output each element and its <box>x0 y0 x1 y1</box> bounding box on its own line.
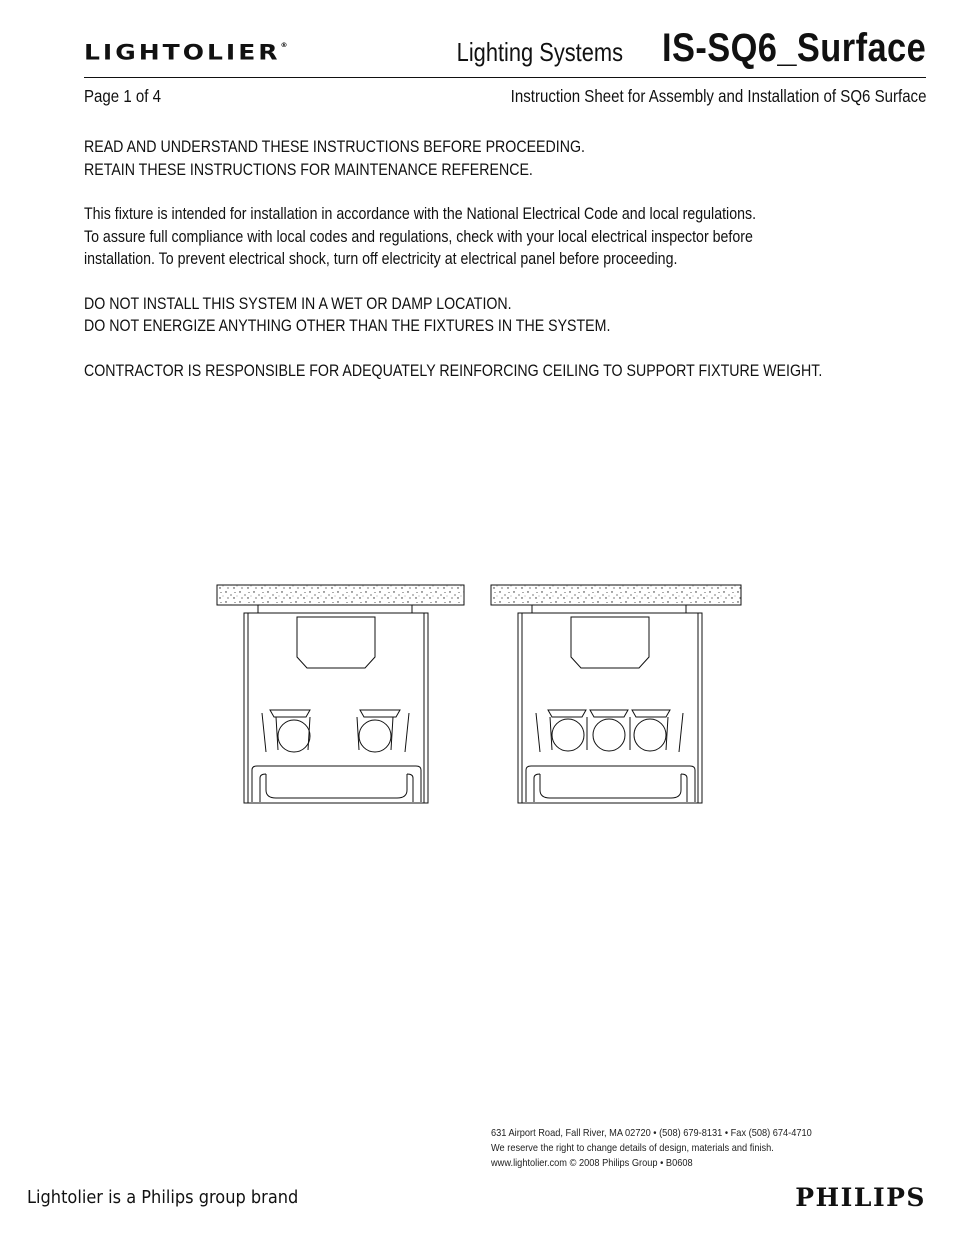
registered-mark: ® <box>280 41 288 49</box>
lamp <box>593 719 625 751</box>
text-line: This fixture is intended for installation in accordance with the National Electrical Code and local regulations. <box>84 205 757 223</box>
instructions-body <box>84 136 823 404</box>
fixture-section-diagram <box>210 580 750 810</box>
driver-box <box>571 617 649 668</box>
brand-statement: Lightolier is a Philips group brand <box>27 1187 299 1208</box>
text-line: DO NOT INSTALL THIS SYSTEM IN A WET OR DAMP LOCATION. <box>84 294 512 313</box>
contractor-paragraph <box>84 360 823 383</box>
lamp <box>359 720 391 752</box>
text-line: installation. To prevent electrical shock, turn off electricity at electrical panel before proceeding. <box>84 250 678 268</box>
lens-frame <box>252 766 421 802</box>
text-line: To assure full compliance with local codes and regulations, check with your local electrical inspector before <box>84 227 753 246</box>
warning-paragraph <box>84 136 815 181</box>
fixture-three-lamp <box>491 585 741 803</box>
lamp <box>552 719 584 751</box>
lightolier-logo <box>84 40 288 65</box>
page-number: Page 1 of 4 <box>84 86 161 106</box>
footer-contact-info <box>491 1126 812 1171</box>
diffuser-lens <box>540 774 681 798</box>
text-line: READ AND UNDERSTAND THESE INSTRUCTIONS BEFORE PROCEEDING. <box>84 138 585 156</box>
fixture-two-lamp <box>217 585 464 803</box>
location-warning-paragraph <box>84 293 815 338</box>
lamp <box>634 719 666 751</box>
footer-address: 631 Airport Road, Fall River, MA 02720 • (508) 679-8131 • Fax (508) 674-4710 <box>491 1127 812 1139</box>
lens-frame <box>526 766 695 802</box>
code-compliance-paragraph <box>84 203 815 271</box>
lamp <box>278 720 310 752</box>
logo-text: LIGHTOLIER <box>84 40 281 65</box>
footer-rights: We reserve the right to change details of design, materials and finish. <box>491 1142 774 1154</box>
text-line: DO NOT ENERGIZE ANYTHING OTHER THAN THE FIXTURES IN THE SYSTEM. <box>84 317 611 335</box>
text-line: RETAIN THESE INSTRUCTIONS FOR MAINTENANCE REFERENCE. <box>84 160 533 179</box>
ceiling-slab <box>217 585 464 605</box>
document-subtitle: Instruction Sheet for Assembly and Installation of SQ6 Surface <box>510 86 926 106</box>
header-subtitle: Lighting Systems <box>456 37 623 67</box>
driver-box <box>297 617 375 668</box>
diffuser-lens <box>266 774 407 798</box>
ceiling-slab <box>491 585 741 605</box>
footer-website: www.lightolier.com © 2008 Philips Group • B0608 <box>491 1157 693 1169</box>
document-header <box>425 26 926 71</box>
text-line: CONTRACTOR IS RESPONSIBLE FOR ADEQUATELY REINFORCING CEILING TO SUPPORT FIXTURE WEIGHT. <box>84 361 823 380</box>
philips-logo: PHILIPS <box>795 1183 926 1212</box>
header-rule <box>84 77 926 78</box>
document-title: IS-SQ6_Surface <box>661 26 926 70</box>
